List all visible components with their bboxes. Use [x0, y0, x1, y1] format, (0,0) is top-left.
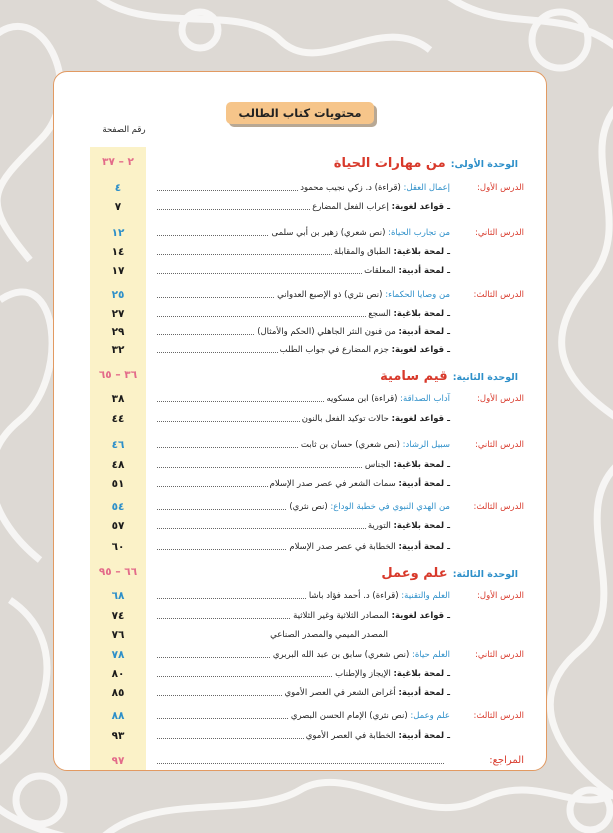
page-number: ٢٥ — [111, 289, 125, 301]
section-tag: ـ لمحة أدبية: — [398, 479, 450, 489]
page-number: ٣٨ — [111, 393, 125, 405]
lesson-topic: من وصايا الحكماء: — [385, 290, 450, 300]
lesson-topic: آداب الصداقة: — [400, 394, 450, 404]
entry-text — [366, 306, 450, 322]
toc-row[interactable] — [54, 728, 547, 744]
lesson-label: الدرس الأول: — [477, 394, 524, 404]
lesson-label: الدرس الأول: — [477, 591, 524, 601]
lesson-topic: من تجارب الحياة: — [388, 228, 450, 238]
page-number: ٨٥ — [111, 687, 125, 699]
toc-row[interactable] — [54, 180, 547, 196]
entry-description: (نص شعري) سابق بن عبد الله البربري — [272, 650, 410, 660]
toc-row[interactable] — [54, 411, 547, 427]
dot-leader — [157, 763, 444, 764]
lesson-topic: سبيل الرشاد: — [402, 440, 450, 450]
page-number: ٧٤ — [111, 610, 125, 622]
toc-row[interactable] — [54, 199, 547, 215]
toc-row[interactable] — [54, 627, 547, 643]
section-tag: ـ قواعد لغوية: — [391, 414, 450, 424]
lesson-topic: علم وعمل: — [410, 711, 450, 721]
entry-description: (قراءة) د. زكي نجيب محمود — [300, 183, 401, 193]
toc-row[interactable] — [54, 608, 547, 624]
references-row[interactable] — [54, 753, 547, 769]
entry-description: الطباق والمقابلة — [333, 247, 391, 257]
entry-text — [307, 588, 450, 604]
toc-row[interactable] — [54, 666, 547, 682]
entry-text — [287, 499, 450, 515]
toc-row[interactable] — [54, 391, 547, 407]
entry-description: سمات الشعر في عصر صدر الإسلام — [269, 479, 396, 489]
toc-row[interactable] — [54, 225, 547, 241]
unit-heading — [381, 562, 518, 585]
section-tag: ـ لمحة أدبية: — [398, 688, 450, 698]
entry-text — [268, 627, 388, 643]
lesson-topic: إعمال العقل: — [403, 183, 450, 193]
section-tag: ـ قواعد لغوية: — [391, 202, 450, 212]
toc-row[interactable] — [54, 306, 547, 322]
toc-row[interactable] — [54, 647, 547, 663]
entry-text — [300, 411, 450, 427]
page-number-header: رقم الصفحة — [102, 125, 146, 135]
section-tag: ـ لمحة أدبية: — [398, 266, 450, 276]
entry-text — [310, 199, 450, 215]
entry-text — [289, 708, 450, 724]
lesson-label: الدرس الثالث: — [473, 502, 524, 512]
entry-description: الإيجاز والإطناب — [335, 669, 391, 679]
unit-row — [54, 152, 547, 171]
page-number: ١٤ — [111, 246, 125, 258]
toc-row[interactable] — [54, 685, 547, 701]
section-tag: ـ لمحة بلاغية: — [393, 247, 450, 257]
entry-text — [269, 225, 450, 241]
lesson-label: الدرس الثاني: — [474, 440, 524, 450]
page-number: ٢٩ — [111, 326, 125, 338]
lesson-label: الدرس الثاني: — [474, 650, 524, 660]
unit-row — [54, 365, 547, 384]
entry-description: (نص نثري) الإمام الحسن البصري — [290, 711, 408, 721]
unit-page-range: ٣٦ – ٦٥ — [98, 369, 138, 381]
toc-row[interactable] — [54, 324, 547, 340]
unit-name: قيم سامية — [380, 369, 448, 384]
page-number: ٢٧ — [111, 308, 125, 320]
toc-row[interactable] — [54, 499, 547, 515]
page-number: ٨٠ — [111, 668, 125, 680]
toc-row[interactable] — [54, 476, 547, 492]
entry-description: من فنون النثر الجاهلي (الحكم والأمثال) — [257, 327, 396, 337]
page-number: ١٢ — [111, 227, 125, 239]
entry-text — [291, 608, 450, 624]
entry-text — [282, 685, 450, 701]
references-page: ٩٧ — [111, 755, 125, 767]
entry-text — [275, 287, 450, 303]
page-number: ٤٦ — [111, 439, 125, 451]
section-tag: ـ لمحة أدبية: — [398, 731, 450, 741]
toc-row[interactable] — [54, 588, 547, 604]
page-number: ٧٦ — [111, 629, 125, 641]
entry-description: حالات توكيد الفعل بالنون — [301, 414, 389, 424]
lesson-label: الدرس الثالث: — [473, 290, 524, 300]
entry-text — [271, 647, 450, 663]
section-tag: ـ لمحة أدبية: — [398, 327, 450, 337]
toc-row[interactable] — [54, 287, 547, 303]
unit-label: الوحدة الثانية: — [452, 372, 518, 383]
page-number: ١٧ — [111, 265, 125, 277]
unit-row — [54, 562, 547, 581]
entry-description: السجع — [368, 309, 391, 319]
unit-label: الوحدة الثالثة: — [452, 569, 518, 580]
unit-label: الوحدة الأولى: — [450, 159, 518, 170]
page-number: ٣٢ — [111, 344, 125, 356]
lesson-topic: العلم حياة: — [412, 650, 450, 660]
entry-description: (نص شعري) حسان بن ثابت — [300, 440, 400, 450]
entry-description: أغراض الشعر في العصر الأموي — [284, 688, 396, 698]
entry-text — [362, 263, 450, 279]
toc-row[interactable] — [54, 539, 547, 555]
section-tag: ـ لمحة بلاغية: — [393, 521, 450, 531]
page-title: محتويات كتاب الطالب — [226, 102, 374, 124]
page-number: ٤ — [114, 182, 122, 194]
entry-text — [298, 180, 450, 196]
toc-row[interactable] — [54, 244, 547, 260]
lesson-topic: العلم والتقنية: — [401, 591, 450, 601]
page-number: ٥٤ — [111, 501, 125, 513]
section-tag: ـ قواعد لغوية: — [391, 611, 450, 621]
entry-description: المصادر الثلاثية وغير الثلاثية — [293, 611, 389, 621]
toc-row[interactable] — [54, 437, 547, 453]
section-tag: ـ لمحة بلاغية: — [393, 460, 450, 470]
entry-text — [287, 539, 450, 555]
page-number: ٤٨ — [111, 459, 125, 471]
page-number: ٥٧ — [111, 520, 125, 532]
section-tag: ـ قواعد لغوية: — [391, 345, 450, 355]
unit-heading — [334, 152, 518, 175]
unit-page-range: ٢ – ٣٧ — [102, 156, 134, 168]
page-number: ٦٨ — [111, 590, 125, 602]
unit-page-range: ٦٦ – ٩٥ — [98, 566, 138, 578]
toc-row[interactable] — [54, 342, 547, 358]
entry-text — [278, 342, 450, 358]
entry-text — [255, 324, 450, 340]
entry-description: (نص نثري) ذو الإصبع العدواني — [277, 290, 383, 300]
entry-description: (نص نثري) — [289, 502, 328, 512]
page-number: ٥١ — [111, 478, 125, 490]
page-number: ٧٨ — [111, 649, 125, 661]
unit-name: من مهارات الحياة — [333, 156, 446, 171]
lesson-label: الدرس الثالث: — [473, 711, 524, 721]
entry-description: التورية — [367, 521, 391, 531]
unit-name: علم وعمل — [381, 566, 448, 581]
page-number: ٤٤ — [111, 413, 125, 425]
entry-text — [333, 666, 450, 682]
entry-text — [363, 457, 450, 473]
entry-description: الخطابة في عصر صدر الإسلام — [289, 542, 396, 552]
entry-description: إعراب الفعل المضارع — [312, 202, 389, 212]
entry-text — [332, 244, 450, 260]
lesson-label: الدرس الأول: — [477, 183, 524, 193]
toc-row[interactable] — [54, 457, 547, 473]
entry-description: الجناس — [364, 460, 391, 470]
section-tag: ـ لمحة بلاغية: — [393, 669, 450, 679]
entry-description: جزم المضارع في جواب الطلب — [279, 345, 389, 355]
entry-text — [304, 728, 450, 744]
lesson-label: الدرس الثاني: — [474, 228, 524, 238]
entry-description: (قراءة) ابن مسكويه — [326, 394, 398, 404]
references-label: المراجع: — [489, 755, 524, 766]
page-number: ٨٨ — [111, 710, 125, 722]
unit-heading — [380, 365, 518, 388]
table-of-contents-page — [53, 71, 547, 771]
toc-row[interactable] — [54, 263, 547, 279]
section-tag: ـ لمحة بلاغية: — [393, 309, 450, 319]
entry-text — [366, 518, 450, 534]
toc-row[interactable] — [54, 708, 547, 724]
entry-description: المعلقات — [364, 266, 396, 276]
entry-description: (قراءة) د. أحمد فؤاد باشا — [308, 591, 399, 601]
entry-description: (نص شعري) زهير بن أبي سلمى — [271, 228, 386, 238]
entry-text — [299, 437, 450, 453]
entry-text — [325, 391, 451, 407]
section-tag: ـ لمحة أدبية: — [398, 542, 450, 552]
entry-description: المصدر الميمي والمصدر الصناعي — [270, 630, 388, 640]
page-number: ٦٠ — [111, 541, 125, 553]
toc-row[interactable] — [54, 518, 547, 534]
lesson-topic: من الهدي النبوي في خطبة الوداع: — [330, 502, 450, 512]
entry-text — [268, 476, 450, 492]
entry-description: الخطابة في العصر الأموي — [305, 731, 396, 741]
page-number: ٩٣ — [111, 730, 125, 742]
page-number: ٧ — [114, 201, 122, 213]
